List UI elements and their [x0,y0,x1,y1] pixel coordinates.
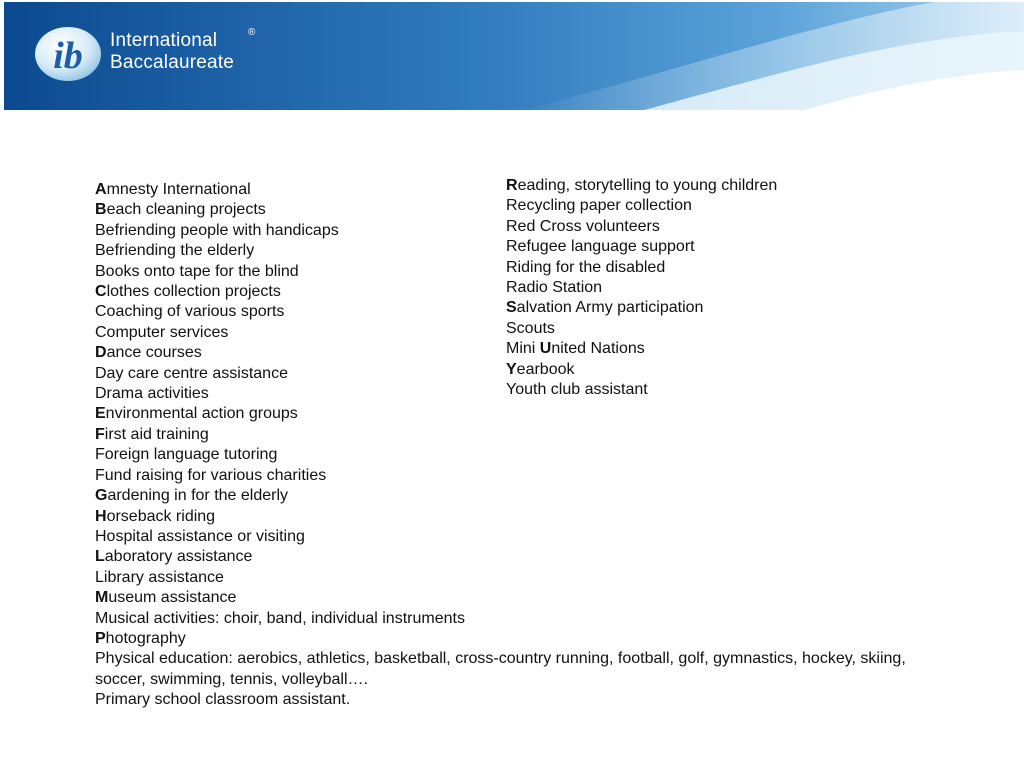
list-item [506,319,926,339]
item-text: eading, storytelling to young children [517,177,778,194]
list-item [95,609,925,629]
list-item [95,568,925,588]
item-text: useum assistance [108,589,237,607]
item-initial: M [95,589,109,607]
list-item [506,360,926,380]
list-item [95,629,925,649]
list-item [506,196,926,216]
item-text: Coaching of various sports [95,303,285,321]
item-initial: A [95,181,107,198]
item-initial: U [539,340,552,358]
list-item [506,237,926,257]
item-initial: D [95,344,107,362]
item-text: ardening in for the elderly [107,487,289,505]
logo-line-2: Baccalaureate [110,52,235,73]
list-item [95,547,925,567]
item-prefix: Mini [506,340,540,358]
item-text: Musical activities: choir, band, individual instruments [95,609,465,627]
item-text: Library assistance [95,568,224,586]
logo-line-1: International [110,30,218,51]
item-text: earbook [516,360,575,378]
item-text: irst aid training [104,425,209,443]
item-initial: Y [506,360,517,378]
item-initial: B [95,201,107,219]
item-text: Radio Station [506,279,603,297]
list-item [95,445,925,465]
item-text: nited Nations [551,340,645,358]
list-item [95,527,925,547]
registered-mark: ® [248,27,256,38]
list-item [506,258,926,278]
item-initial: R [506,177,518,194]
item-text: nvironmental action groups [105,405,298,423]
item-text: Red Cross volunteers [506,217,660,235]
list-item [506,298,926,318]
list-item [506,217,926,237]
item-initial: C [95,283,107,301]
item-initial: F [95,425,105,443]
item-text: Fund raising for various charities [95,466,327,484]
item-text: Befriending people with handicaps [95,221,339,239]
item-text: Computer services [95,323,229,341]
activity-list-right [506,176,926,400]
item-text: Drama activities [95,385,209,403]
list-item [95,507,925,527]
item-initial: L [95,548,105,566]
item-initial: G [95,487,108,505]
logo-wordmark [110,27,256,74]
item-text: Physical education: aerobics, athletics, basketball, cross-country running, football, golf, gymnastics, hockey, skiing, soccer, swimming, tennis, volleyball…. [95,650,906,688]
item-text: Refugee language support [506,238,695,256]
item-text: Riding for the disabled [506,258,666,276]
list-item [95,588,925,608]
list-item [506,339,926,359]
item-text: Youth club assistant [506,381,648,399]
list-item [95,425,925,445]
item-text: Foreign language tutoring [95,446,278,464]
item-text: mnesty International [106,181,251,198]
item-initial: E [95,405,106,423]
list-item [506,380,926,400]
item-initial: P [95,629,106,647]
item-text: Hospital assistance or visiting [95,527,305,545]
item-initial: S [506,299,517,317]
list-item [95,466,925,486]
list-item [95,486,925,506]
item-text: orseback riding [106,507,216,525]
item-text: hotography [105,629,186,647]
item-text: Day care centre assistance [95,364,288,382]
item-text: alvation Army participation [516,299,704,317]
item-text: aboratory assistance [104,548,253,566]
list-item [95,649,925,690]
list-item [95,690,925,710]
logo-mark: ib [53,35,83,77]
ib-globe-icon [32,24,102,88]
item-text: lothes collection projects [106,283,281,301]
list-item [506,176,926,196]
item-text: Recycling paper collection [506,197,692,215]
item-text: ance courses [106,344,202,362]
item-text: Primary school classroom assistant. [95,691,351,709]
list-item [95,404,925,424]
item-text: each cleaning projects [106,201,266,219]
item-initial: H [95,507,107,525]
list-item [506,278,926,298]
item-text: Befriending the elderly [95,242,255,260]
item-text: Books onto tape for the blind [95,262,299,280]
item-text: Scouts [506,319,555,337]
